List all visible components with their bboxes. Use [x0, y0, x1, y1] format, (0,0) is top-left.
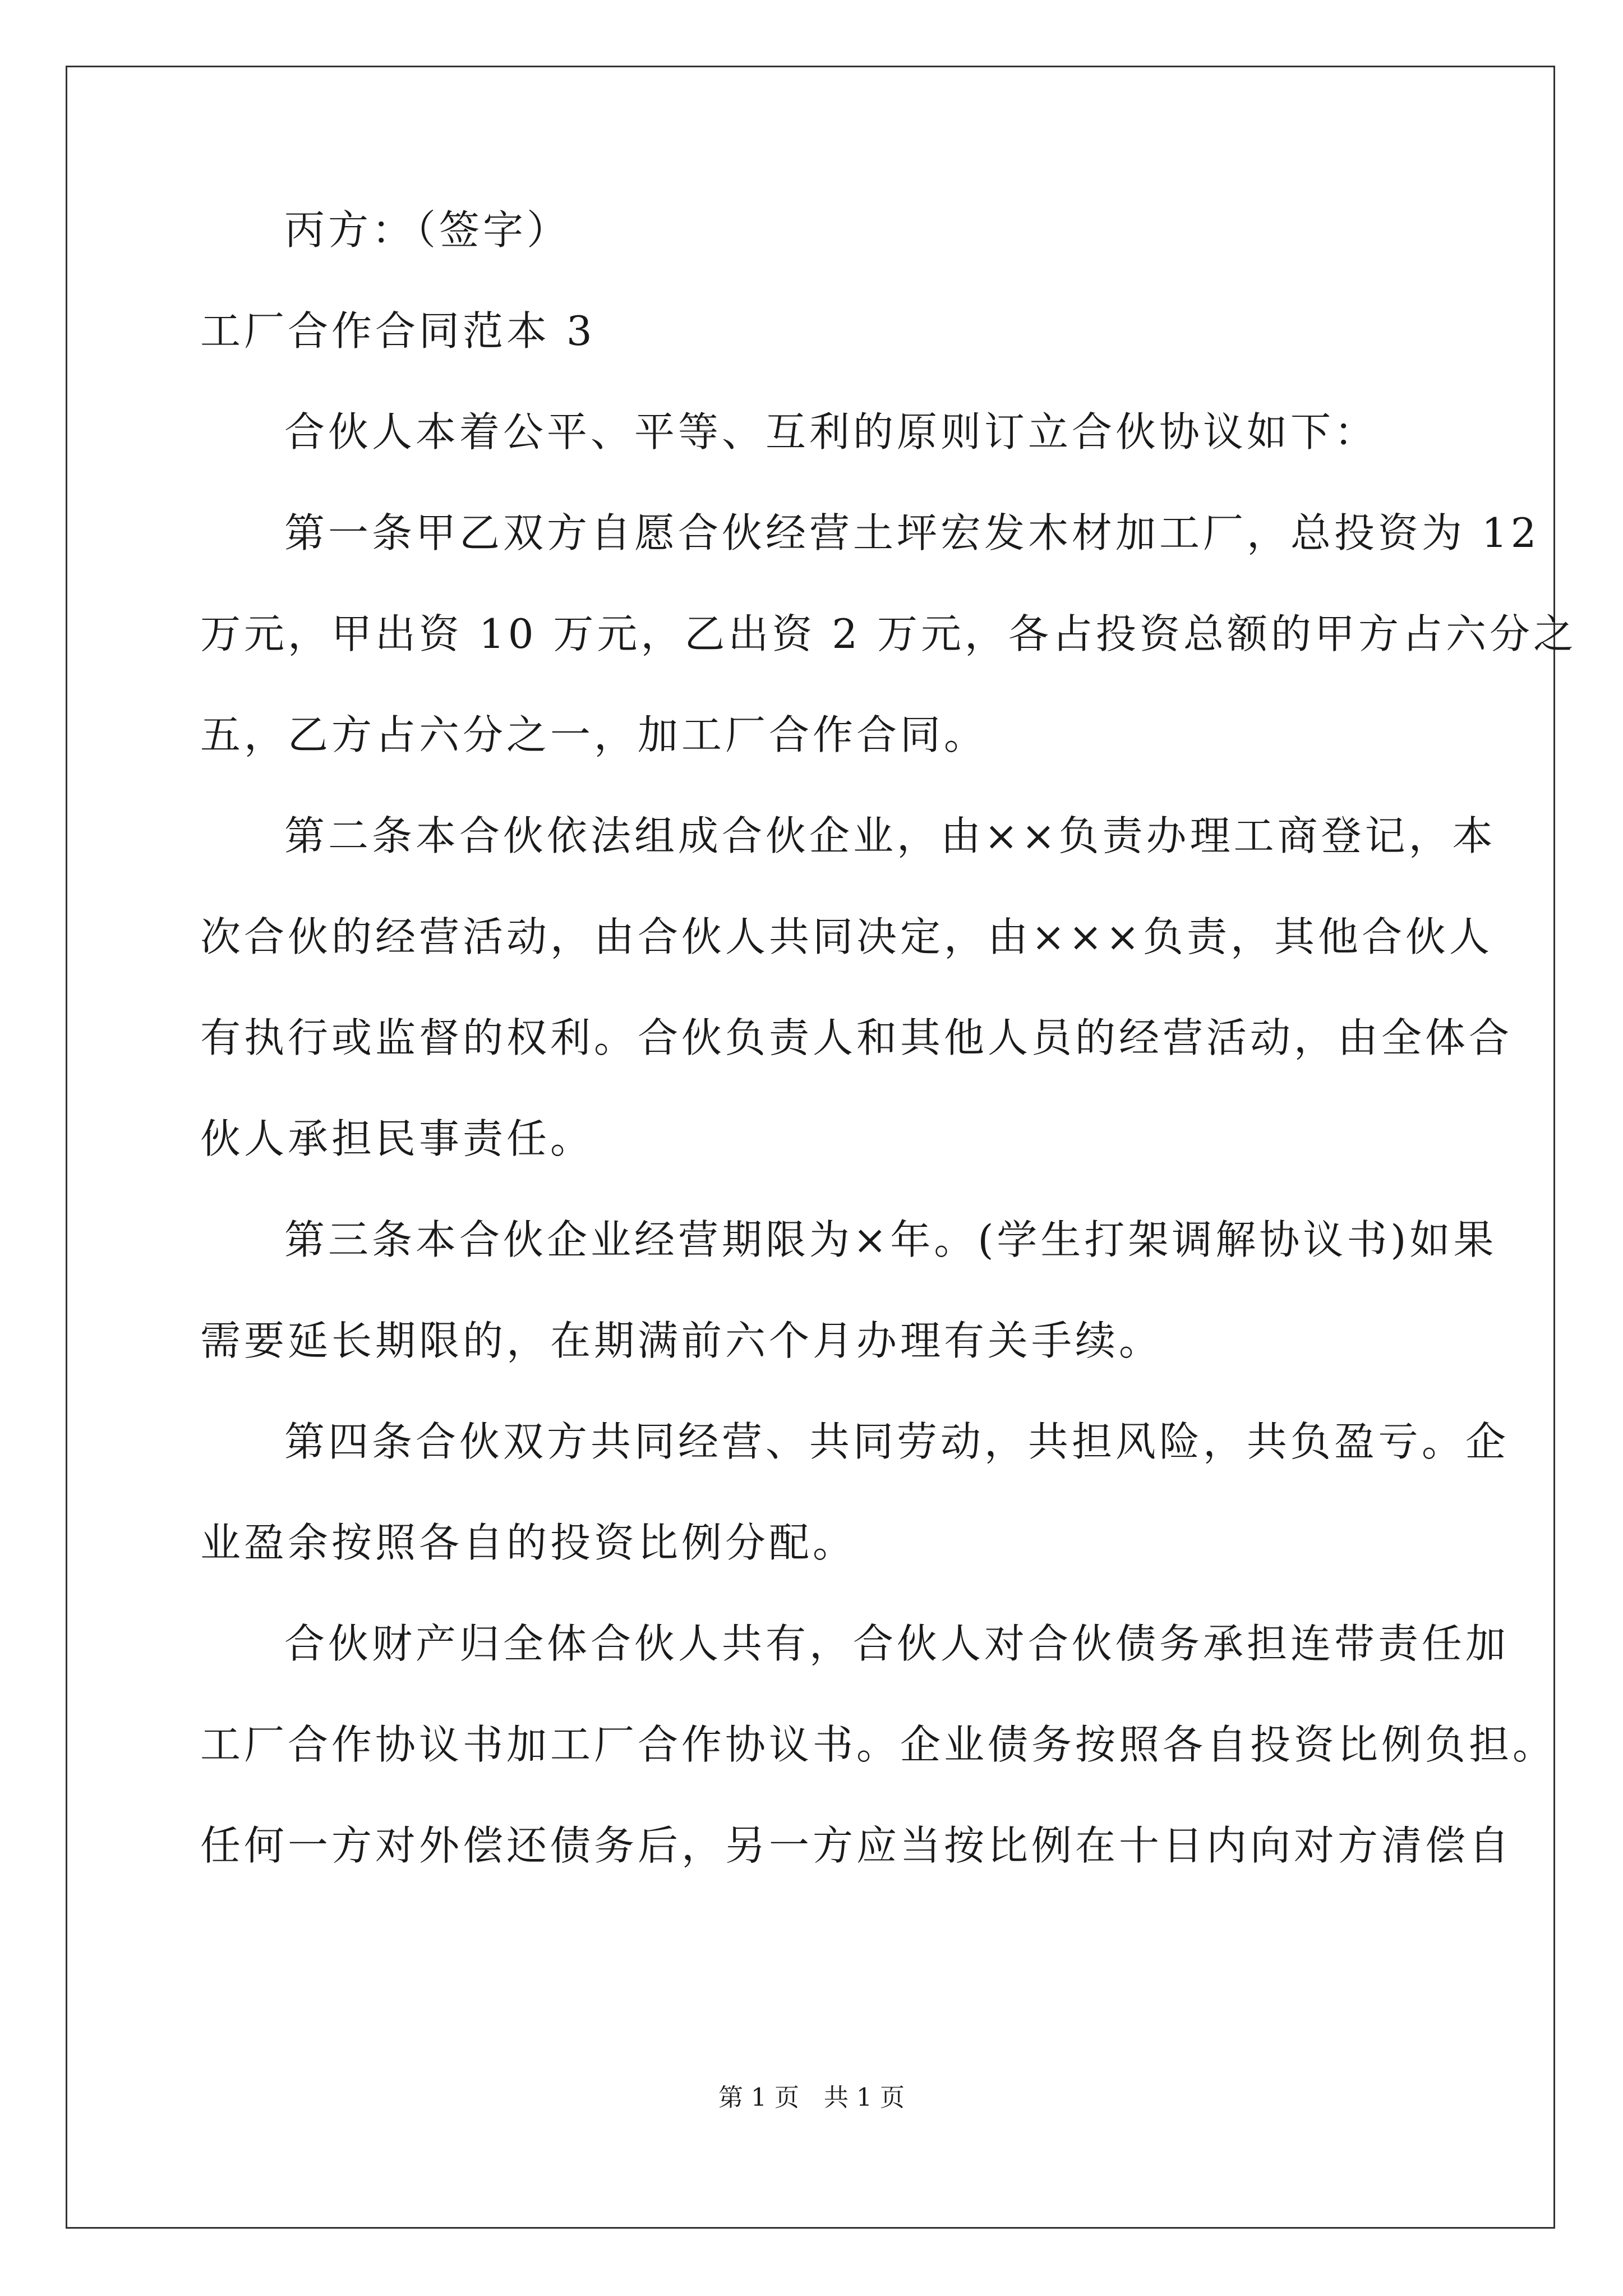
- intro-paragraph: 合伙人本着公平、平等、互利的原则订立合伙协议如下：: [284, 408, 1378, 455]
- article-4-line-1: 第四条合伙双方共同经营、共同劳动，共担风险，共负盈亏。企: [284, 1418, 1510, 1465]
- article-2-line-4: 伙人承担民事责任。: [200, 1115, 594, 1162]
- signature-line-party-c: 丙方：（签字）: [284, 206, 571, 254]
- page-footer: 第 1 页 共 1 页: [718, 2083, 905, 2112]
- article-3-line-2: 需要延长期限的，在期满前六个月办理有关手续。: [200, 1317, 1163, 1364]
- property-paragraph-line-2: 工厂合作协议书加工厂合作协议书。企业债务按照各自投资比例负担。: [200, 1721, 1557, 1768]
- article-3-line-1: 第三条本合伙企业经营期限为×年。(学生打架调解协议书)如果: [284, 1216, 1497, 1263]
- article-1-line-3: 五，乙方占六分之一，加工厂合作合同。: [200, 711, 988, 758]
- article-4-line-2: 业盈余按照各自的投资比例分配。: [200, 1519, 857, 1566]
- article-2-line-1: 第二条本合伙依法组成合伙企业，由××负责办理工商登记，本: [284, 812, 1496, 859]
- property-paragraph-line-1: 合伙财产归全体合伙人共有，合伙人对合伙债务承担连带责任加: [284, 1620, 1510, 1667]
- article-2-line-3: 有执行或监督的权利。合伙负责人和其他人员的经营活动，由全体合: [200, 1014, 1513, 1061]
- section-heading: 工厂合作合同范本 3: [200, 307, 596, 355]
- property-paragraph-line-3: 任何一方对外偿还债务后，另一方应当按比例在十日内向对方清偿自: [200, 1822, 1513, 1869]
- article-1-line-1: 第一条甲乙双方自愿合伙经营土坪宏发木材加工厂，总投资为 12: [284, 509, 1540, 556]
- article-1-line-2: 万元，甲出资 10 万元，乙出资 2 万元，各占投资总额的甲方占六分之: [200, 610, 1577, 657]
- article-2-line-2: 次合伙的经营活动，由合伙人共同决定，由×××负责，其他合伙人: [200, 913, 1493, 960]
